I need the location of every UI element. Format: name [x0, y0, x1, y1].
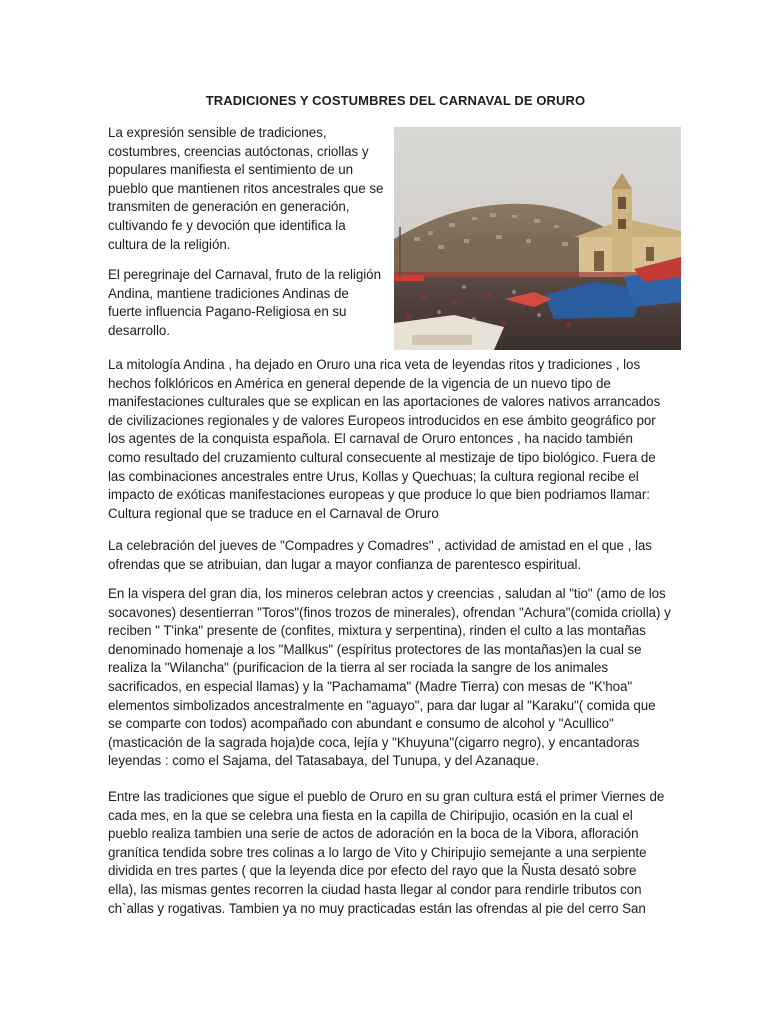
- paragraph-1: La expresión sensible de tradiciones, costumbres, creencias autóctonas, criollas y populares manifiesta el sentimiento de un pueblo que mantienen ritos ancestrales que se transmiten de generación en generación, cultivando fe y devoción que identifica la cultura de la religión.: [108, 125, 384, 252]
- paragraph-5: En la vispera del gran dia, los mineros celebran actos y creencias , saludan al "tio" (amo de los socavones) desentierran "Toros"(finos trozos de minerales), ofrendan "Achura"(comida criolla) y reciben " T'inka" presente de (confites, mixtura y serpentina), rinden el culto a las montañas denominado homenaje a los "Mallkus" (espíritus protectores de las montañas)en la cual se realiza la "Wilancha" (purificacion de la tierra al ser rociada la sangre de los animales sacrificados, en especial llamas) y la "Pachamama" (Madre Tierra) con mesas de "K'hoa" elementos simbolizados ancestralmente en "aguayo", para dar lugar al "Karaku"( comida que se comparte con todos) acompañado con abundant e consumo de alcohol y "Acullico"(masticación de la sagrada hoja)de coca, lejía y "Khuyuna"(cigarro negro), y encantadoras leyendas : como el Sajama, del Tatasabaya, del Tunupa, y del Azanaque.: [108, 586, 671, 769]
- paragraph-3: La mitología Andina , ha dejado en Oruro una rica veta de leyendas ritos y tradiciones , los hechos folklóricos en América en general depende de la vigencia de un nuevo tipo de manifestaciones culturales que se explican en las aportaciones de valores nativos arrancados de civilizaciones regionales y de valores Europeos introducidos en ese ámbito geográfico por los agentes de la conquista española. El carnaval de Oruro entonces , ha nacido también como resultado del cruzamiento cultural consecuente al mestizaje de tipo biológico. Fuera de las combinaciones ancestrales entre Urus, Kollas y Quechuas; la cultura regional recibe el impacto de exóticas manifestaciones europeas y que produce lo que bien podriamos llamar: Cultura regional que se traduce en el Carnaval de Oruro: [108, 357, 661, 521]
- paragraph-6: Entre las tradiciones que sigue el pueblo de Oruro en su gran cultura está el primer Viernes de cada mes, en la que se celebra una fiesta en la capilla de Chiripujio, ocasión en la cual el pueblo realiza tambien una serie de actos de adoración en la boca de la Vibora, afloración granítica tendida sobre tres colinas a lo largo de Vito y Chiripujio semejante a una serpiente dividida en tres partes ( que la leyenda dice por efecto del rayo que la Ñusta desató sobre ella), las mismas gentes recorren la ciudad hasta llegar al condor para rendirle tributos con ch`allas y rogativas. Tambien ya no muy practicadas están las ofrendas al pie del cerro San: [108, 789, 665, 916]
- carnival-plaza-photo: [394, 127, 681, 350]
- paragraph-2: El peregrinaje del Carnaval, fruto de la religión Andina, mantiene tradiciones Andinas de fuerte influencia Pagano-Religiosa en su desarrollo.: [108, 267, 381, 338]
- document-title: TRADICIONES Y COSTUMBRES DEL CARNAVAL DE ORURO: [205, 93, 586, 108]
- paragraph-4: La celebración del jueves de "Compadres y Comadres" , actividad de amistad en el que , las ofrendas que se atribuian, dan lugar a mayor confianza de parentesco espiritual.: [108, 538, 652, 572]
